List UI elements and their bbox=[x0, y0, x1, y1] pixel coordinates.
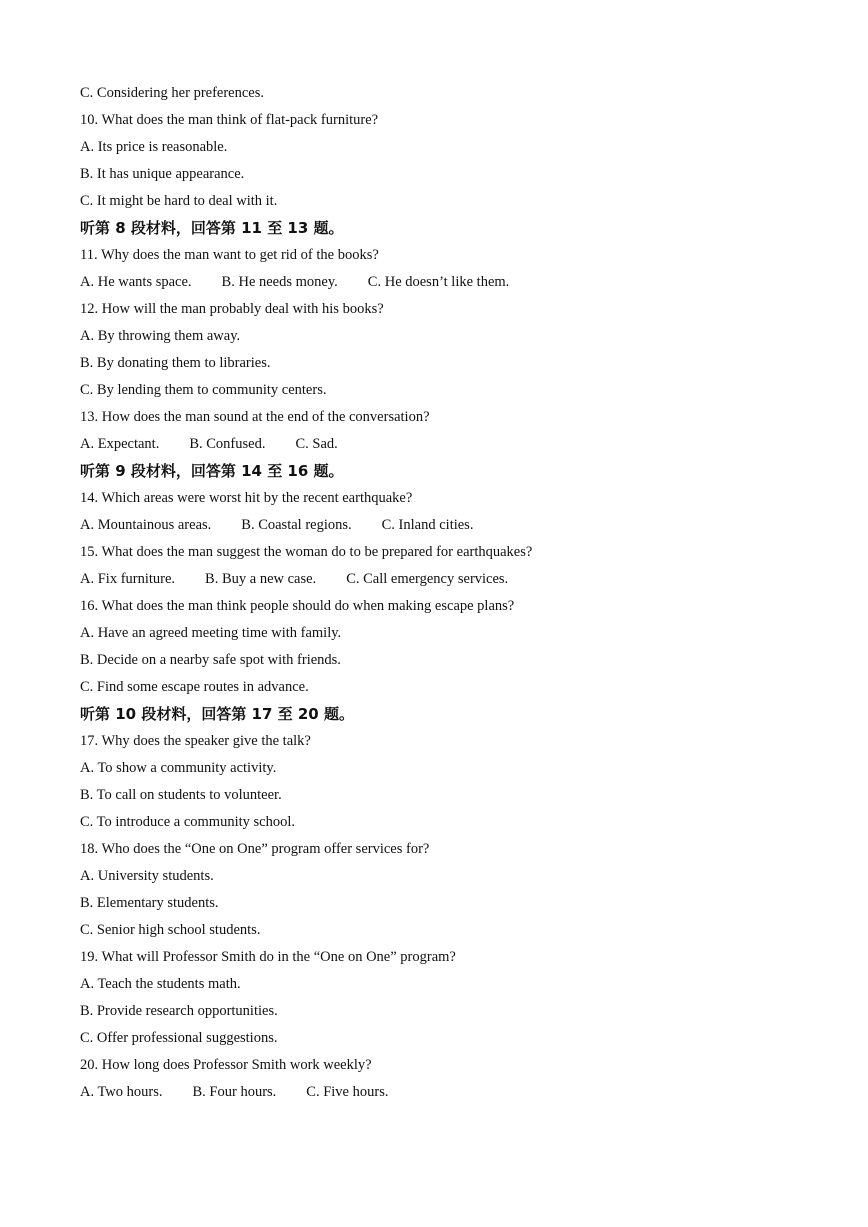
answer-option: C. Sad. bbox=[295, 436, 338, 452]
question-text: 18. Who does the “One on One” program offer services for? bbox=[80, 841, 430, 857]
answer-option: A. Expectant. bbox=[80, 436, 160, 452]
question-text: 17. Why does the speaker give the talk? bbox=[80, 733, 311, 749]
answer-option: C. He doesn’t like them. bbox=[367, 274, 510, 290]
answer-option: C. Senior high school students. bbox=[80, 922, 261, 938]
answer-option: B. To call on students to volunteer. bbox=[80, 787, 282, 803]
answer-option: C. Five hours. bbox=[306, 1084, 389, 1100]
answer-option: B. Confused. bbox=[189, 436, 266, 452]
answer-option: B. Coastal regions. bbox=[241, 517, 352, 533]
question-text: 15. What does the man suggest the woman do to be prepared for earthquakes? bbox=[80, 544, 533, 560]
question-text: 13. How does the man sound at the end of the conversation? bbox=[80, 409, 430, 425]
answer-options-row bbox=[80, 431, 338, 458]
answer-option: C. Call emergency services. bbox=[346, 571, 509, 587]
question-text: 12. How will the man probably deal with his books? bbox=[80, 301, 384, 317]
answer-option: B. Four hours. bbox=[192, 1084, 277, 1100]
answer-option: B. Buy a new case. bbox=[205, 571, 317, 587]
answer-option: A. He wants space. bbox=[80, 274, 192, 290]
answer-option: C. Considering her preferences. bbox=[80, 85, 265, 101]
question-text: 19. What will Professor Smith do in the “One on One” program? bbox=[80, 949, 456, 965]
answer-option: B. Decide on a nearby safe spot with friends. bbox=[80, 652, 341, 668]
question-text: 14. Which areas were worst hit by the recent earthquake? bbox=[80, 490, 413, 506]
answer-option: C. Offer professional suggestions. bbox=[80, 1030, 278, 1046]
answer-option: B. It has unique appearance. bbox=[80, 166, 245, 182]
answer-option: B. Provide research opportunities. bbox=[80, 1003, 278, 1019]
answer-option: A. To show a community activity. bbox=[80, 760, 277, 776]
answer-option: A. Have an agreed meeting time with family. bbox=[80, 625, 342, 641]
answer-option: A. By throwing them away. bbox=[80, 328, 241, 344]
section-heading: 听第 10 段材料，回答第 17 至 20 题。 bbox=[80, 705, 354, 723]
answer-option: A. Its price is reasonable. bbox=[80, 139, 228, 155]
answer-option: B. By donating them to libraries. bbox=[80, 355, 271, 371]
answer-option: B. Elementary students. bbox=[80, 895, 219, 911]
answer-option: C. To introduce a community school. bbox=[80, 814, 295, 830]
answer-options-row bbox=[80, 566, 508, 593]
question-text: 11. Why does the man want to get rid of the books? bbox=[80, 247, 379, 263]
answer-option: A. University students. bbox=[80, 868, 214, 884]
answer-option: A. Fix furniture. bbox=[80, 571, 176, 587]
answer-option: C. Find some escape routes in advance. bbox=[80, 679, 309, 695]
section-heading: 听第 8 段材料，回答第 11 至 13 题。 bbox=[80, 219, 344, 237]
answer-option: A. Teach the students math. bbox=[80, 976, 241, 992]
answer-option: C. It might be hard to deal with it. bbox=[80, 193, 278, 209]
answer-option: B. He needs money. bbox=[221, 274, 338, 290]
section-heading: 听第 9 段材料，回答第 14 至 16 题。 bbox=[80, 462, 344, 480]
answer-option: A. Mountainous areas. bbox=[80, 517, 212, 533]
question-text: 10. What does the man think of flat-pack furniture? bbox=[80, 112, 379, 128]
answer-option: A. Two hours. bbox=[80, 1084, 163, 1100]
question-text: 20. How long does Professor Smith work weekly? bbox=[80, 1057, 372, 1073]
question-text: 16. What does the man think people should do when making escape plans? bbox=[80, 598, 515, 614]
answer-options-row bbox=[80, 269, 509, 296]
answer-option: C. By lending them to community centers. bbox=[80, 382, 327, 398]
answer-options-row bbox=[80, 512, 473, 539]
answer-option: C. Inland cities. bbox=[381, 517, 474, 533]
answer-options-row bbox=[80, 1079, 388, 1106]
